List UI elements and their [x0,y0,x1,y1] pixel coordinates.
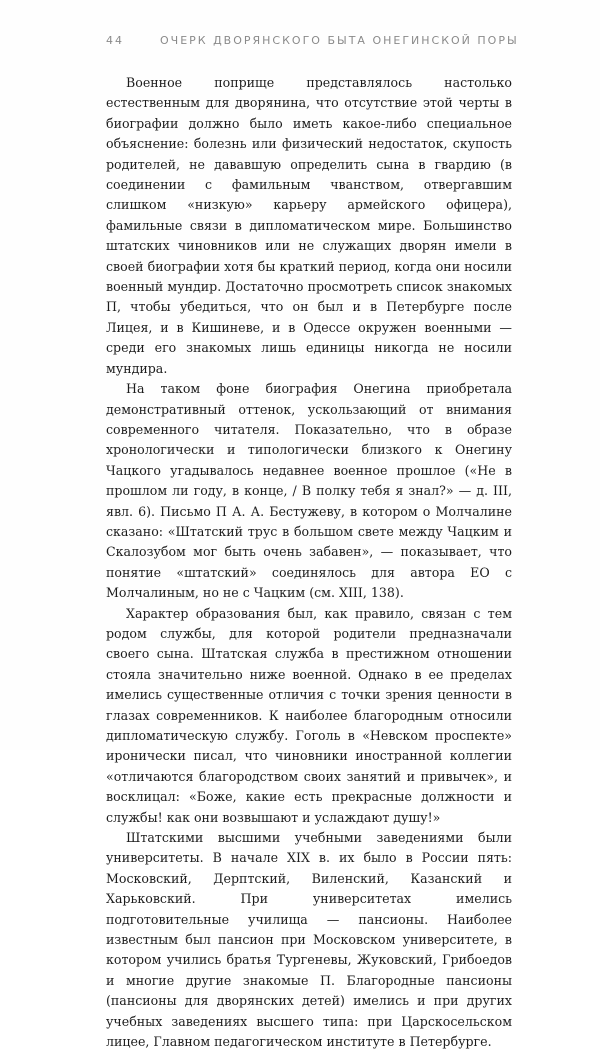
paragraph-education-service: Характер образования был, как правило, связан с тем родом службы, для которой родители предназначали своего сына. Штатская служба в престижном отношении стояла значительно ниже военной. Однако в ее пределах имелись существенные отличия с точки зрения ценности в глазах современников. К наиболее благородным относили дипломатическую службу. Гоголь в «Невском проспекте» иронически писал, что чиновники иностранной коллегии «отличаются благородством своих занятий и привычек», и восклицал: «Боже, какие есть прекрасные должности и службы! как они возвышают и услаждают душу!» [106,605,512,825]
page-header [106,34,540,50]
page-number: 44 [106,34,124,47]
body-text [106,73,512,1053]
running-title: ОЧЕРК ДВОРЯНСКОГО БЫТА ОНЕГИНСКОЙ ПОРЫ [160,34,519,47]
paragraph-military-career: Военное поприще представлялось настолько естественным для дворянина, что отсутствие этой черты в биографии должно было иметь какое-либо специальное объяснение: болезнь или физический недостаток, скупость родителей, не дававшую определить сына в гвардию (в соединении с фамильным чванством, отвергавшим слишком «низкую» карьеру армейского офицера), фамильные связи в дипломатическом мире. Большинство штатских чиновников или не служащих дворян имели в своей биографии хотя бы краткий период, когда они носили военный мундир. Достаточно просмотреть список знакомых П, чтобы убедиться, что он был и в Петербурге после Лицея, и в Кишиневе, и в Одессе окружен военными — среди его знакомых лишь единицы никогда не носили мундира. [106,75,512,376]
paragraph-universities: Штатскими высшими учебными заведениями были университеты. В начале XIX в. их было в России пять: Московский, Дерптский, Виленский, Казанский и Харьковский. При университетах имелись подготовительные училища — пансионы. Наиболее известным был пансион при Московском университете, в котором учились братья Тургеневы, Жуковский, Грибоедов и многие другие знакомые П. Благородные пансионы (пансионы для дворянских детей) имелись и при других учебных заведениях высшего типа: при Царскосельском лицее, Главном педагогическом институте в Петербурге. [106,830,512,1050]
paragraph-onegin-biography: На таком фоне биография Онегина приобретала демонстративный оттенок, ускользающий от внимания современного читателя. Показательно, что в образе хронологически и типологически близкого к Онегину Чацкого угадывалось недавнее военное прошлое («Не в прошлом ли году, в конце, / В полку тебя я знал?» — д. III, явл. 6). Письмо П А. А. Бестужеву, в котором о Молчалине сказано: «Штатский трус в большом свете между Чацким и Скалозубом мог быть очень забавен», — показывает, что понятие «штатский» соединялось для автора ЕО с Молчалиным, но не с Чацким (см. XIII, 138). [106,381,512,601]
